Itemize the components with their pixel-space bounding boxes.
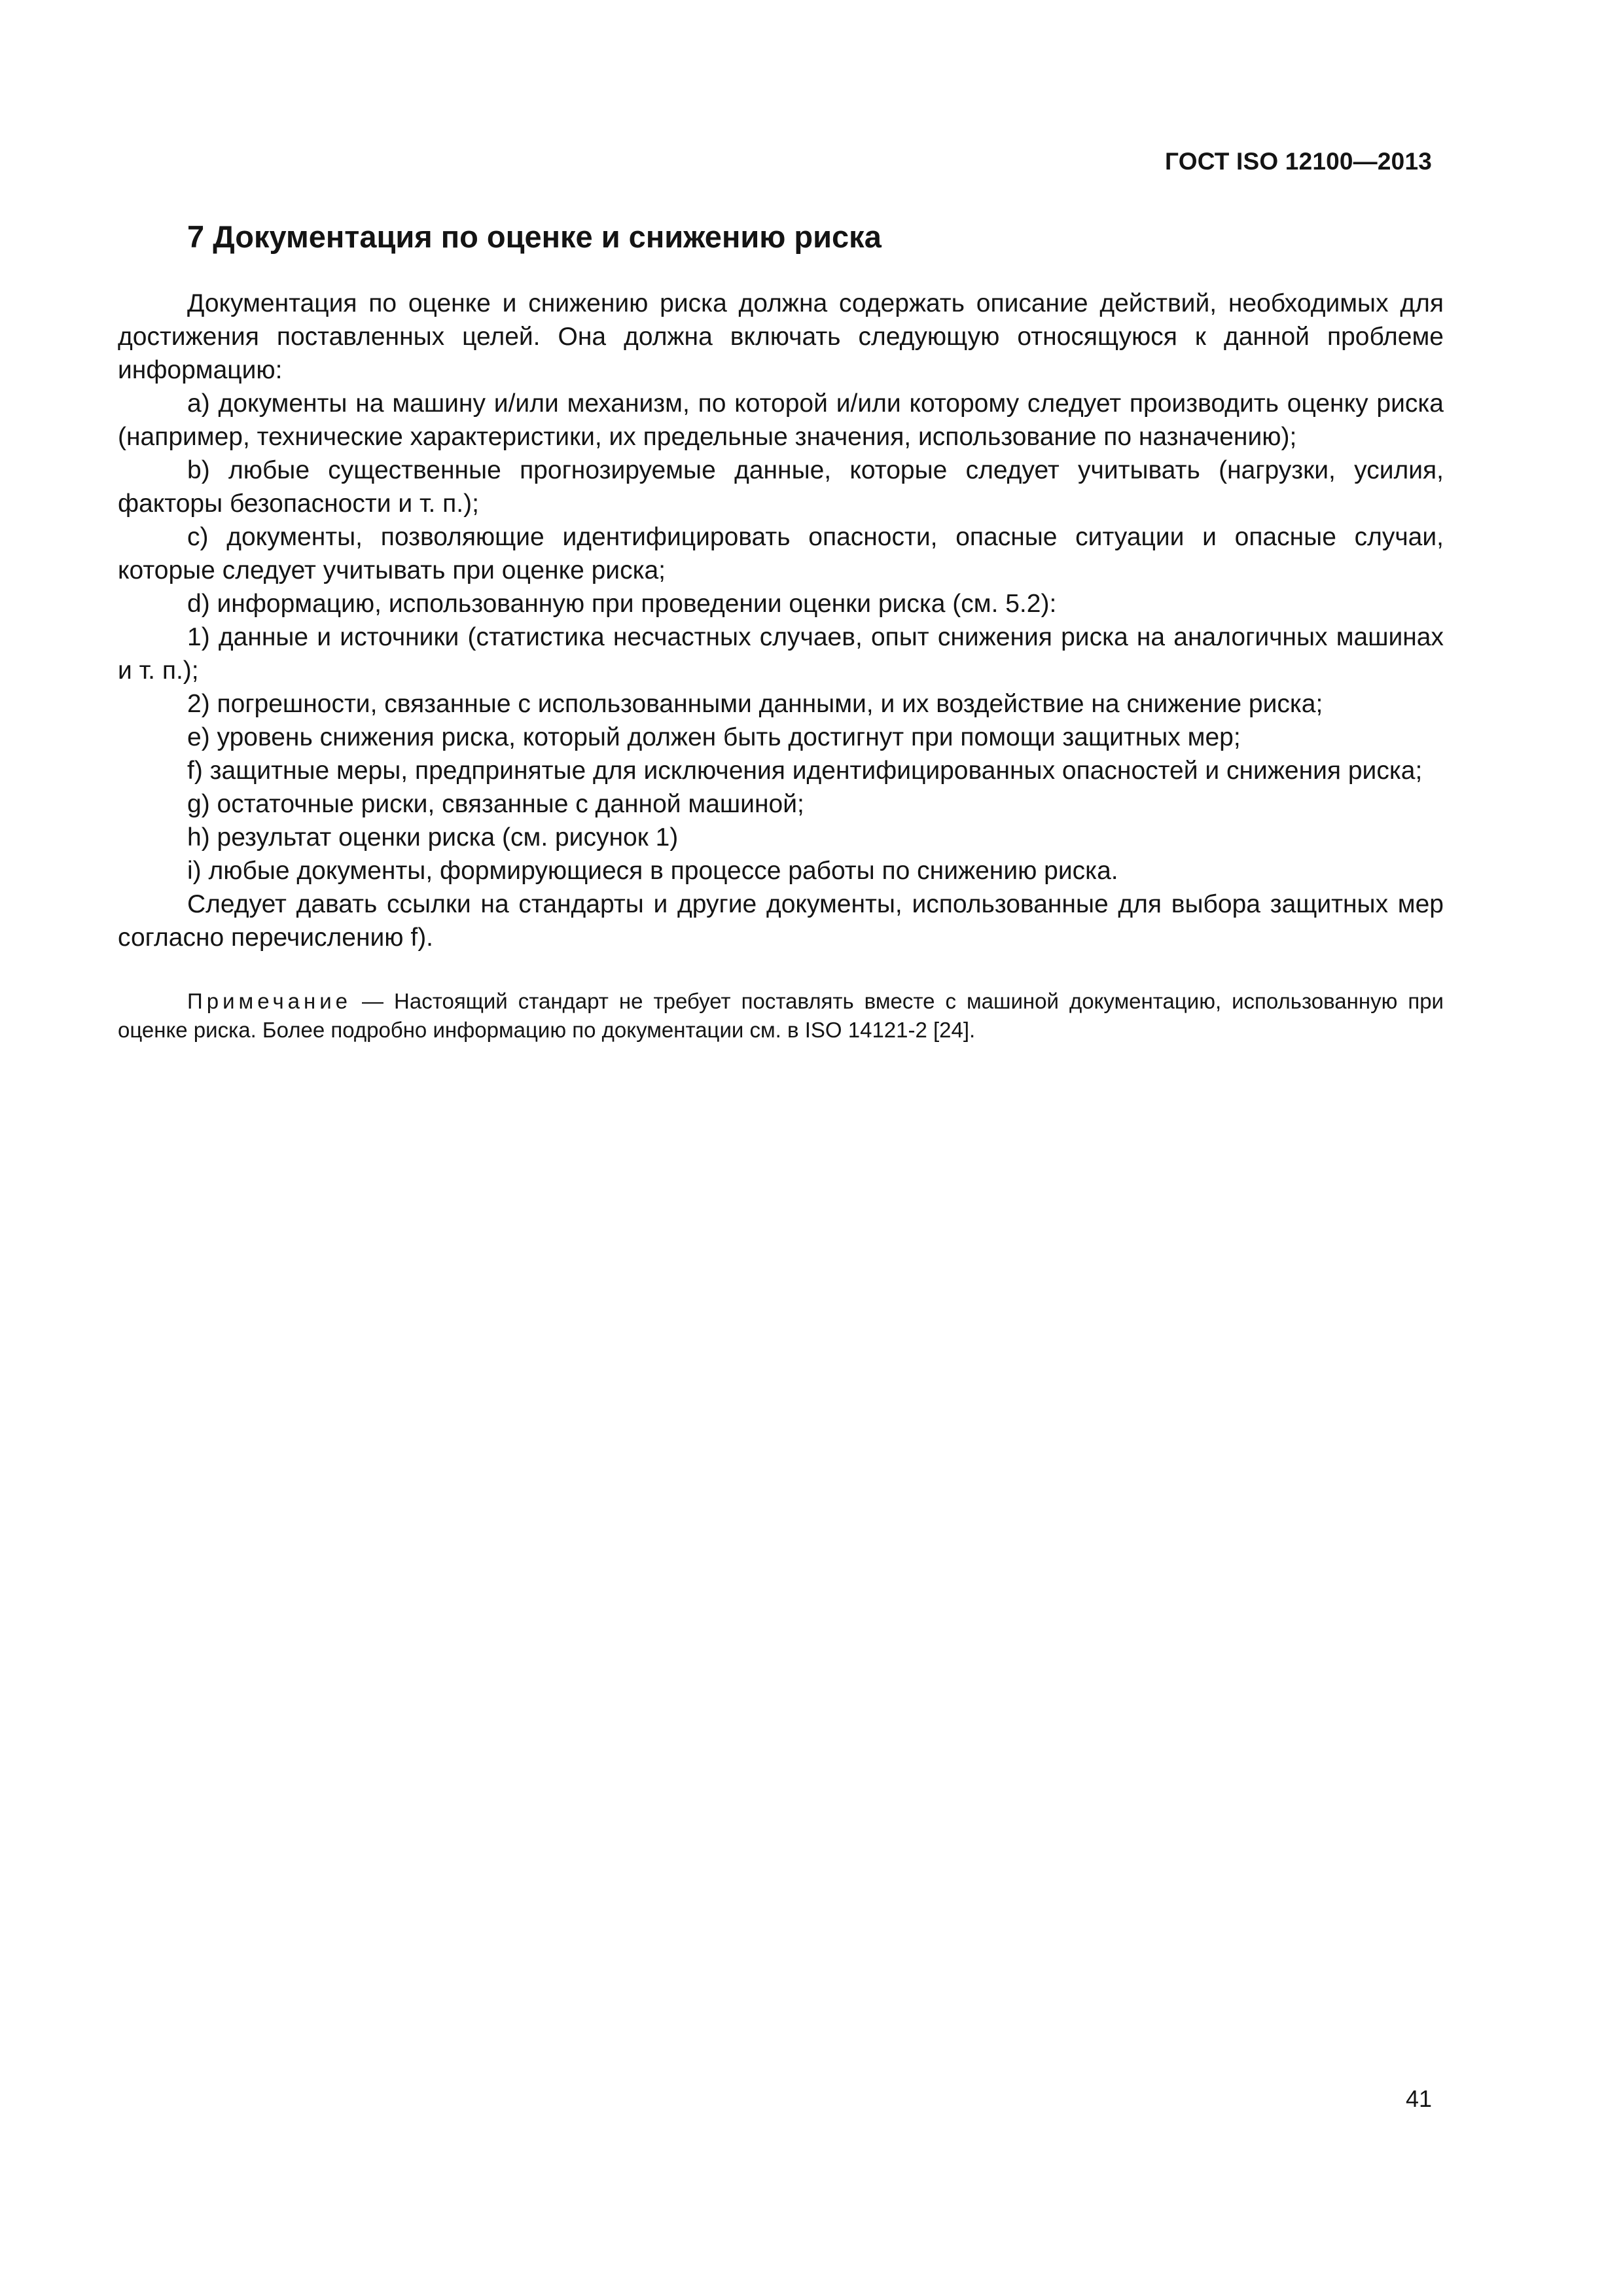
section-body [118, 219, 1444, 1045]
list-item-a: а) документы на машину и/или механизм, по которой и/или которому следует производить оценку риска (например, технические характеристики, их предельные значения, использование по назначению); [118, 389, 1444, 452]
list-item-c: с) документы, позволяющие идентифицировать опасности, опасные ситуации и опасные случаи, которые следует учитывать при оценке риска; [118, 523, 1444, 585]
references-paragraph: Следует давать ссылки на стандарты и другие документы, использованные для выбора защитных мер согласно перечислению f). [118, 890, 1444, 952]
list-item-e: е) уровень снижения риска, который должен быть достигнут при помощи защитных мер; [187, 723, 1241, 752]
list-item-d-1: 1) данные и источники (статистика несчастных случаев, опыт снижения риска на аналогичных машинах и т. п.); [118, 623, 1444, 685]
list-item-d-2: 2) погрешности, связанные с использованными данными, и их воздействие на снижение риска; [187, 690, 1323, 719]
note-paragraph [118, 987, 1444, 1045]
note-text: — Настоящий стандарт не требует поставлять вместе с машиной документацию, использованную при оценке риска. Более подробно информацию по документации см. в ISO 14121-2 [24]. [118, 989, 1444, 1043]
section-title: 7 Документация по оценке и снижению риска [187, 219, 882, 254]
intro-paragraph: Документация по оценке и снижению риска должна содержать описание действий, необходимых для достижения поставленных целей. Она должна включать следующую относящуюся к данной проблеме информацию: [118, 289, 1444, 385]
page-number: 41 [1405, 2085, 1432, 2112]
note-label: Примечание [187, 989, 352, 1014]
list-item-f: f) защитные меры, предпринятые для исключения идентифицированных опасностей и снижения риска; [187, 757, 1423, 785]
list-item-d: d) информацию, использованную при проведении оценки риска (см. 5.2): [187, 590, 1057, 619]
list-item-h: h) результат оценки риска (см. рисунок 1) [187, 823, 679, 852]
list-item-i: i) любые документы, формирующиеся в процессе работы по снижению риска. [187, 857, 1118, 886]
standard-code-header: ГОСТ ISO 12100—2013 [1165, 148, 1432, 175]
list-item-b: b) любые существенные прогнозируемые данные, которые следует учитывать (нагрузки, усилия, факторы безопасности и т. п.); [118, 456, 1444, 518]
list-item-g: g) остаточные риски, связанные с данной машиной; [187, 790, 804, 819]
